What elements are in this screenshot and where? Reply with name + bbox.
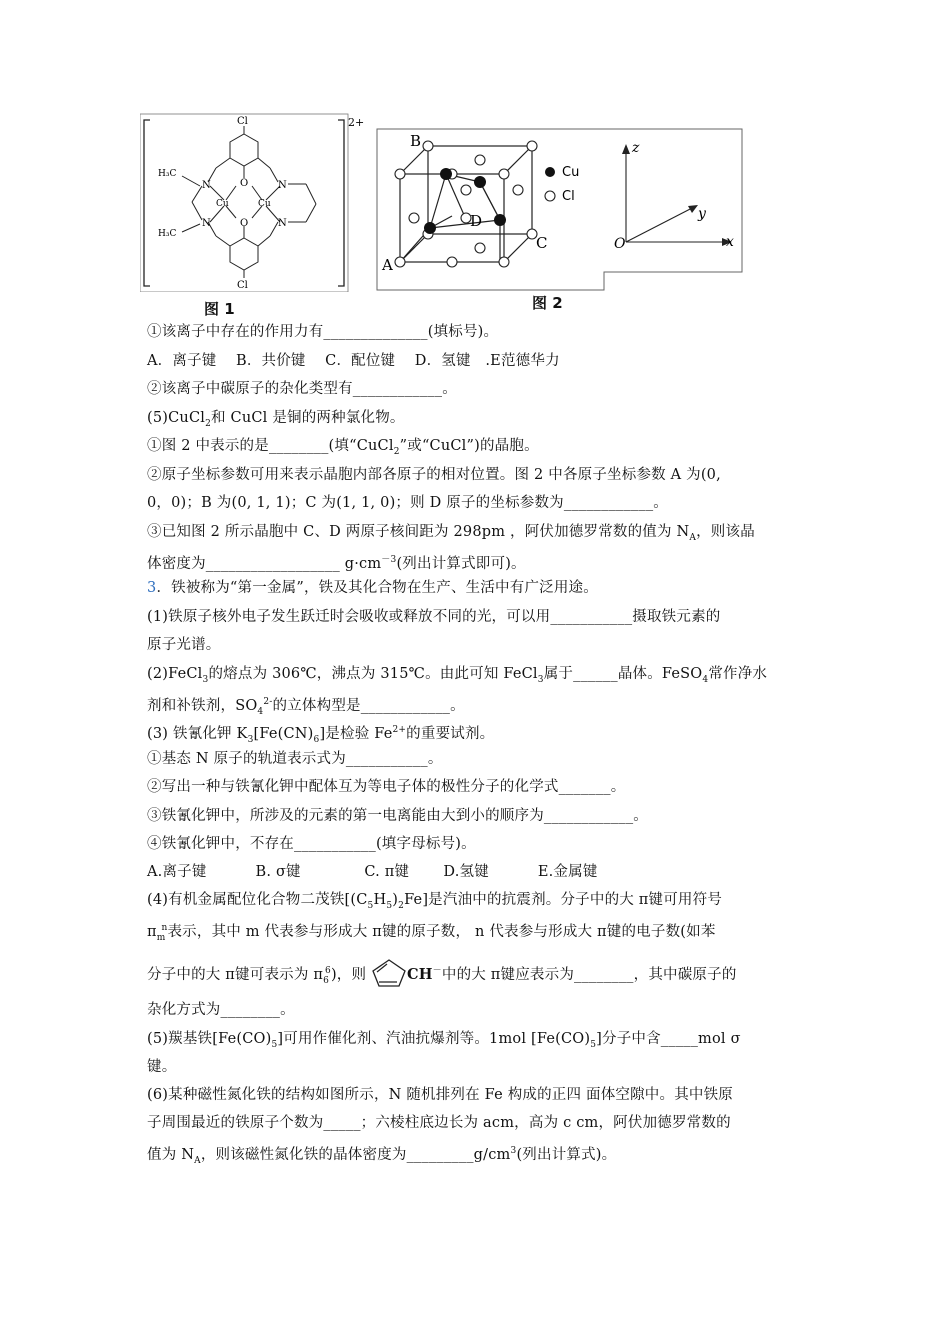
options-line: A．离子键 B．共价键 C．配位键 D．氢键 .E范德华力: [147, 353, 560, 369]
label-d: D: [470, 212, 483, 230]
text-line: ②该离子中碳原子的杂化类型有____________。: [147, 381, 457, 397]
atom-n-right-bottom: N: [278, 218, 287, 229]
atom-n-left-top: N: [202, 180, 211, 191]
text-line: 子周围最近的铁原子个数为_____；六棱柱底边长为 acm，高为 c cm，阿伏加德罗常数的: [147, 1115, 731, 1131]
text-line: (4)有机金属配位化合物二茂铁$[(C_5H_5)_2Fe]$是汽油中的抗震剂。分子中的大 π键可用符号: [147, 892, 723, 911]
atom-cu-right: Cu: [258, 199, 271, 209]
atom-o-top: O: [240, 178, 249, 189]
label-b: B: [410, 132, 422, 150]
text-line: 体密度为__________________ $g\cdot cm^{-3}$(列出计算式即可)。: [147, 555, 526, 572]
text-line: 0，0)；B 为(0, 1, 1)；C 为(1, 1, 0)；则 D 原子的坐标参数为____________。: [147, 495, 668, 511]
group-h3c-bottom: H₃C: [158, 229, 177, 239]
text-line: (5)羰基铁$[Fe(CO)_5]$可用作催化剂、汽油抗爆剂等。1mol $[Fe(CO)_5]$分子中含_____mol σ: [147, 1031, 741, 1050]
text-line: (3) 铁氰化钾 $K_3[Fe(CN)_6]$是检验 $Fe^{2+}$的重要试剂。: [147, 725, 495, 745]
atom-cl-bottom: Cl: [237, 280, 248, 291]
text-line: ①基态 N 原子的轨道表示式为___________。: [147, 751, 443, 767]
atom-cl-top: Cl: [237, 116, 248, 127]
text-line: ①该离子中存在的作用力有______________(填标号)。: [147, 324, 499, 340]
text-line: (2)FeCl$_3$的熔点为 306℃，沸点为 315℃。由此可知 FeCl$_3$属于______晶体。FeSO$_4$常作净水: [147, 666, 768, 685]
options-line: A.离子键 B. σ键 C. π键 D.氢键 E.金属键: [147, 864, 598, 880]
group-h3c-top: H₃C: [158, 169, 177, 179]
text-line: ②写出一种与铁氰化钾中配体互为等电子体的极性分子的化学式_______。: [147, 779, 626, 795]
text-line: $\pi_m^n$表示，其中 m 代表参与形成大 π键的原子数， n 代表参与形成大 π键的电子数(如苯: [147, 923, 716, 943]
text-line: ②原子坐标参数可用来表示晶胞内部各原子的相对位置。图 2 中各原子坐标参数 A 为(0,: [147, 467, 721, 483]
atom-n-left-bottom: N: [202, 218, 211, 229]
axis-z: z: [632, 140, 640, 156]
text-line: 分子中的大 π键可表示为 $\pi_6^6$)，则 CH－中的大 π键应表示为________，其中碳原子的: [147, 958, 737, 991]
legend-cu: Cu: [562, 165, 580, 180]
label-c: C: [536, 234, 548, 252]
figure2-caption: 图 2: [532, 294, 563, 312]
text-line: 键。: [147, 1059, 177, 1075]
text-line: ①图 2 中表示的是________(填“CuCl$_2$”或“CuCl”)的晶胞。: [147, 438, 539, 457]
text-line: ③铁氰化钾中，所涉及的元素的第一电离能由大到小的顺序为____________。: [147, 808, 648, 824]
text-line: (1)铁原子核外电子发生跃迁时会吸收或释放不同的光，可以用___________摄取铁元素的: [147, 609, 721, 625]
legend-cl: Cl: [562, 189, 575, 204]
atom-n-right-top: N: [278, 180, 287, 191]
text-line: 值为 $N_A$，则该磁性氮化铁的晶体密度为$\_\_\_\_\_\_\_\_\_g/cm^3$(列出计算式)。: [147, 1146, 617, 1166]
question-3-heading: 3．铁被称为“第一金属”，铁及其化合物在生产、生活中有广泛用途。: [147, 580, 598, 596]
figure2-crystal-cell: [376, 126, 744, 292]
text-line: 原子光谱。: [147, 637, 221, 653]
text-line: ④铁氰化钾中，不存在___________(填字母标号)。: [147, 836, 476, 852]
axis-x: x: [726, 234, 734, 250]
text-line: (6)某种磁性氮化铁的结构如图所示，N 随机排列在 Fe 构成的正四 面体空隙中。其中铁原: [147, 1087, 734, 1103]
atom-o-bottom: O: [240, 218, 249, 229]
text-line: ③已知图 2 所示晶胞中 C、D 两原子核间距为 298pm ，阿伏加德罗常数的值为 $N_A$，则该晶: [147, 524, 755, 543]
text-line: (5)CuCl$_2$和 CuCl 是铜的两种氯化物。: [147, 410, 405, 429]
figure1-caption: 图 1: [204, 300, 235, 318]
text-line: 剂和补铁剂，$SO_4^{2-}$的立体构型是____________。: [147, 697, 465, 717]
text-line: 杂化方式为________。: [147, 1002, 295, 1018]
axis-y: y: [698, 206, 706, 222]
cyclopentadienyl-ring-icon: [371, 958, 407, 988]
atom-cu-left: Cu: [216, 199, 229, 209]
axis-o: O: [614, 236, 626, 252]
label-a: A: [382, 256, 393, 274]
charge-label: 2+: [348, 116, 365, 129]
figure1-molecule-structure: [140, 112, 372, 292]
